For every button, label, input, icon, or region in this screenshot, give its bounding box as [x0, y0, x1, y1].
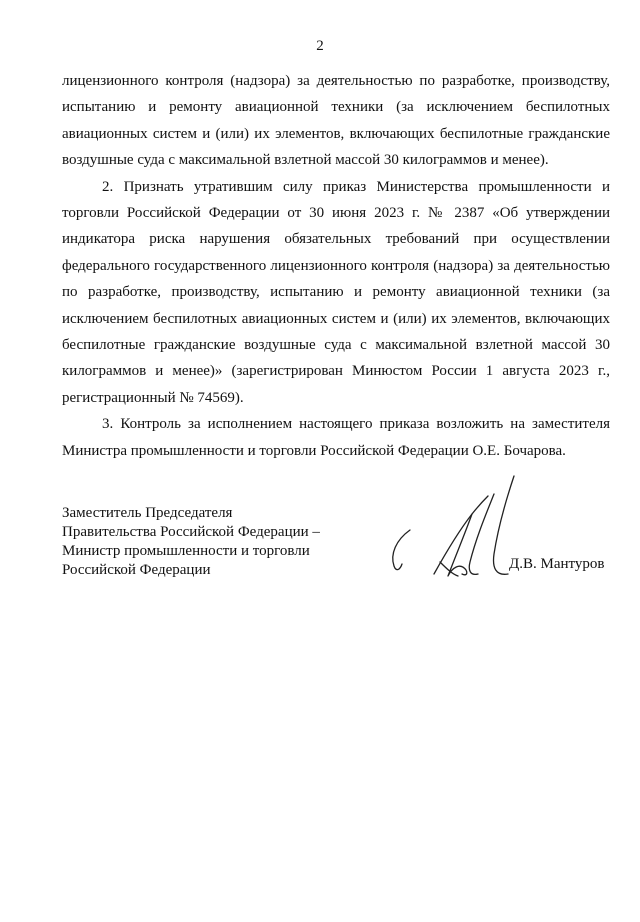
signatory-title-line: Российской Федерации: [62, 562, 211, 578]
signatory-title-line: Заместитель Председателя: [62, 505, 233, 521]
signatory-title-line: Министр промышленности и торговли: [62, 543, 310, 559]
paragraph-item-2: 2. Признать утратившим силу приказ Министерства промышленности и торговли Российской Федерации от 30 июня 2023 г. № 2387 «Об утверждении индикатора риска нарушения обязательных требований при осуществлении федерального государственного лицензионного контроля (надзора) за деятельностью по разработке, производству, испытанию и ремонту авиационной техники (за исключением беспилотных авиационных систем и (или) их элементов, включающих беспилотные гражданские воздушные суда с максимальной взлетной массой 30 килограммов и менее)» (зарегистрирован Минюстом России 1 августа 2023 г., регистрационный № 74569).: [62, 178, 610, 406]
paragraph-item-3: 3. Контроль за исполнением настоящего приказа возложить на заместителя Министра промышленности и торговли Российской Федерации О.Е. Бочарова.: [62, 416, 610, 459]
paragraph-continuation: лицензионного контроля (надзора) за деятельностью по разработке, производству, испытанию и ремонту авиационной техники (за исключением беспилотных авиационных систем и (или) их элементов, включающих беспилотные гражданские воздушные суда с максимальной взлетной массой 30 килограммов и менее).: [62, 73, 610, 169]
signatory-title-block: [62, 504, 382, 580]
page-number: 2: [316, 38, 324, 54]
signatory-title-line: Правительства Российской Федерации –: [62, 524, 320, 540]
document-body: [62, 68, 610, 464]
signer-name: Д.В. Мантуров: [509, 556, 605, 572]
